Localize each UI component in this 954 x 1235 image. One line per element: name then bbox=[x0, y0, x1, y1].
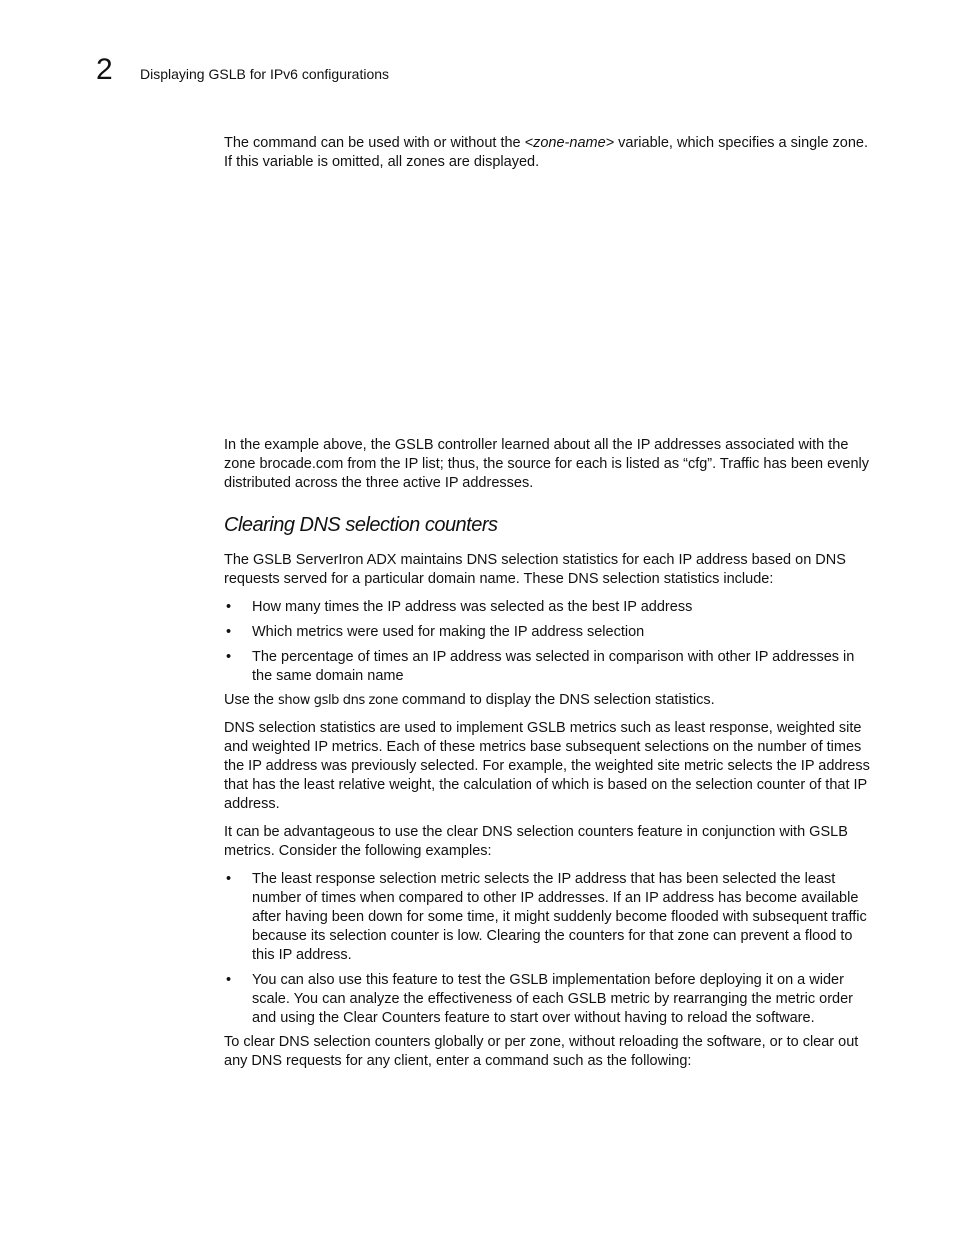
advantage-paragraph: It can be advantageous to use the clear DNS selection counters feature in conjunction with GSLB metrics. Consider the following examples: bbox=[224, 824, 848, 859]
intro-paragraph bbox=[224, 134, 872, 172]
page-header bbox=[0, 0, 954, 100]
list-item bbox=[224, 870, 872, 965]
use-command-suffix: command to display the DNS selection statistics. bbox=[397, 692, 715, 708]
dns-stats-list bbox=[224, 598, 872, 686]
list-item bbox=[224, 648, 872, 686]
dns-stats-intro-paragraph: The GSLB ServerIron ADX maintains DNS selection statistics for each IP address based on DNS requests served for a particular domain name. These DNS selection statistics include: bbox=[224, 552, 846, 587]
intro-text-part2: variable, which specifies a single zone. If this variable is omitted, all zones are displayed. bbox=[224, 135, 869, 170]
bullet-icon: • bbox=[226, 871, 232, 887]
running-section-title: Displaying GSLB for IPv6 configurations bbox=[140, 66, 390, 82]
list-item-text: The percentage of times an IP address was selected in comparison with other IP addresses in the same domain name bbox=[252, 649, 855, 684]
bullet-icon: • bbox=[226, 972, 232, 988]
metrics-paragraph: DNS selection statistics are used to implement GSLB metrics such as least response, weighted site and weighted IP metrics. Each of these metrics base subsequent selections on the number of times the IP address was previously selected. For example, the weighted site metric selects the IP address that has the least relative weight, the calculation of which is based on the selection counter of that IP address. bbox=[224, 720, 870, 812]
chapter-number: 2 bbox=[96, 53, 113, 86]
list-item bbox=[224, 598, 872, 617]
use-command-prefix: Use the bbox=[224, 692, 278, 708]
example-explanation-paragraph: In the example above, the GSLB controller learned about all the IP addresses associated with the zone brocade.com from the IP list; thus, the source for each is listed as “cfg”. Traffic has been evenly distributed across the three active IP addresses. bbox=[224, 437, 870, 491]
section-body bbox=[224, 551, 872, 1080]
list-item-text: Which metrics were used for making the IP address selection bbox=[252, 624, 645, 640]
example-output-area bbox=[224, 184, 872, 424]
intro-text-part1: The command can be used with or without the bbox=[224, 135, 525, 151]
section-heading: Clearing DNS selection counters bbox=[224, 514, 498, 536]
bullet-icon: • bbox=[226, 649, 232, 665]
list-item bbox=[224, 623, 872, 642]
zone-name-variable: <zone-name> bbox=[524, 135, 615, 151]
list-item-text: How many times the IP address was selected as the best IP address bbox=[252, 599, 693, 615]
bullet-icon: • bbox=[226, 599, 232, 615]
use-command-paragraph bbox=[224, 691, 872, 710]
list-item bbox=[224, 971, 872, 1028]
examples-list bbox=[224, 870, 872, 1028]
list-item-text: The least response selection metric selects the IP address that has been selected the least number of times when compared to other IP addresses. If an IP address has become available after having been down for some time, it might suddenly become flooded with subsequent traffic because its selection counter is low. Clearing the counters for that zone can prevent a flood to this IP address. bbox=[252, 871, 867, 963]
clear-counters-paragraph: To clear DNS selection counters globally or per zone, without reloading the software, or to clear out any DNS requests for any client, enter a command such as the following: bbox=[224, 1034, 859, 1069]
show-command: show gslb dns zone bbox=[278, 693, 398, 708]
bullet-icon: • bbox=[226, 624, 232, 640]
list-item-text: You can also use this feature to test the GSLB implementation before deploying it on a wider scale. You can analyze the effectiveness of each GSLB metric by rearranging the metric order and using the Clear Counters feature to start over without having to reload the software. bbox=[252, 972, 854, 1026]
